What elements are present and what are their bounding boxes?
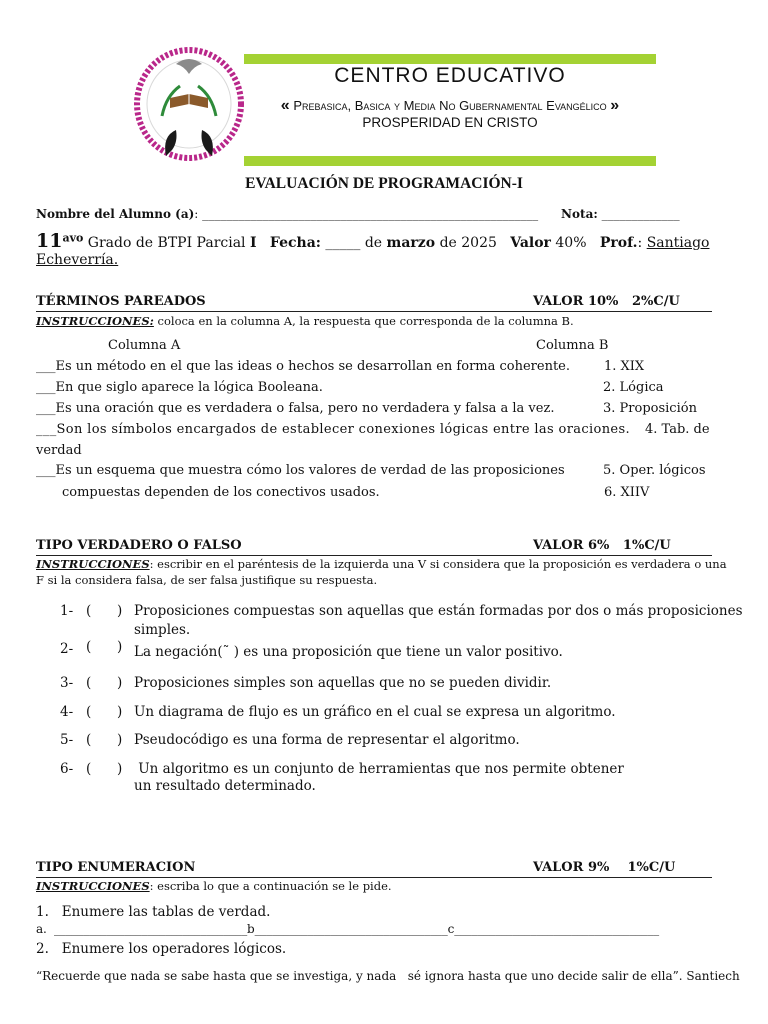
school-subtitle — [244, 97, 656, 115]
fecha-field[interactable]: _____ — [325, 235, 361, 251]
student-label: Nombre del Alumno (a) — [36, 207, 195, 221]
option-item: 5. Oper. lógicos — [603, 463, 706, 478]
header-accent-bar-bottom — [244, 156, 656, 166]
tf-text-2: un resultado determinado. — [134, 778, 316, 794]
section1-value: VALOR 10% 2%C/U — [533, 294, 680, 309]
section2-instr-text: : escribir en el paréntesis de la izquierda una V si considera que la proposición es verdadera o una — [149, 557, 727, 571]
tf-answer-paren[interactable]: ( ) — [86, 704, 123, 720]
tf-item — [60, 761, 720, 794]
right-chevron-icon: » — [610, 97, 620, 114]
student-name-field[interactable]: ________________________________________________________ — [202, 207, 539, 221]
option-item: 2. Lógica — [603, 380, 664, 395]
option-item: 1. XIX — [604, 359, 645, 374]
de-2: de 2025 — [439, 235, 497, 251]
list-item: ___En que siglo aparece la lógica Booleana. — [36, 380, 323, 395]
column-a-header: Columna A — [108, 338, 181, 353]
tf-num: 6- — [60, 761, 74, 777]
section1-instr-label: INSTRUCCIONES: — [36, 314, 154, 328]
tf-answer-paren[interactable]: ( ) — [86, 761, 123, 777]
tf-text: Proposiciones simples son aquellas que no se pueden dividir. — [134, 675, 552, 691]
month: marzo — [386, 235, 436, 251]
closing-quote: “Recuerde que nada se sabe hasta que se investiga, y nada sé ignora hasta que uno decide salir de ella”. Santiech — [36, 969, 740, 983]
school-subtitle-text: Prebasica, Basica y Media No Gubernamental Evangélico — [293, 98, 607, 113]
section3-title: TIPO ENUMERACION — [36, 860, 196, 875]
list-item: ___Es un método en el que las ideas o hechos se desarrollan en forma coherente. — [36, 359, 570, 374]
tf-text: Proposiciones compuestas son aquellas que están formadas por dos o más proposiciones — [134, 603, 743, 619]
column-b-header: Columna B — [536, 338, 609, 353]
section3-value: VALOR 9% 1%C/U — [533, 860, 676, 875]
section2-instr-label: INSTRUCCIONES — [36, 557, 150, 571]
tf-text: La negación(˜ ) es una proposición que tiene un valor positivo. — [134, 644, 563, 660]
valor-label: Valor — [510, 235, 551, 251]
option-item: 3. Proposición — [603, 401, 697, 416]
valor-value: 40% — [555, 235, 587, 251]
section2-instructions — [36, 557, 727, 571]
parcial-number: I — [249, 235, 257, 251]
tf-item — [60, 603, 743, 638]
student-line: Nombre del Alumno (a): ________________________________________________________ Nota: _____________ — [36, 207, 680, 221]
tf-text: Pseudocódigo es una forma de representar el algoritmo. — [134, 732, 520, 748]
section1-title: TÉRMINOS PAREADOS — [36, 294, 206, 309]
tf-num: 3- — [60, 675, 74, 691]
left-chevron-icon: « — [280, 97, 290, 114]
school-motto: PROSPERIDAD EN CRISTO — [362, 115, 538, 130]
tf-item — [60, 732, 720, 748]
tf-item — [60, 639, 720, 660]
enum-answer-line-a[interactable]: a. _________________________________b_________________________________c___________________________________ — [36, 922, 659, 936]
header-accent-bar-top — [244, 54, 656, 64]
grade-field[interactable]: _____________ — [601, 207, 680, 221]
grade-number: 11 — [36, 230, 63, 252]
list-item: ___Es una oración que es verdadera o falsa, pero no verdadera y falsa a la vez. — [36, 401, 555, 416]
prof-name-1: Santiago — [646, 235, 710, 251]
section3-instructions — [36, 879, 392, 893]
exam-info-line: $11^{avo}$ Grado de BTPI Parcial I Fecha: _____ de marzo de 2025 Valor 40% Prof.: Santiago — [36, 230, 710, 252]
tf-answer-paren[interactable]: ( ) — [86, 675, 123, 691]
tf-item — [60, 704, 720, 720]
fecha-label: Fecha: — [269, 235, 321, 251]
section3-rule — [36, 877, 712, 878]
school-title: CENTRO EDUCATIVO — [334, 64, 566, 87]
exam-title: EVALUACIÓN DE PROGRAMACIÓN-I — [245, 175, 523, 192]
list-item: compuestas dependen de los conectivos usados. — [62, 485, 380, 500]
de-1: de — [364, 235, 383, 251]
enum-question-2: 2. Enumere los operadores lógicos. — [36, 941, 287, 957]
school-logo — [132, 46, 246, 164]
tf-text-2: simples. — [134, 622, 191, 638]
tf-answer-paren[interactable]: ( ) — [86, 639, 123, 655]
section3-instr-text: : escriba lo que a continuación se le pide. — [149, 879, 392, 893]
section3-instr-label: INSTRUCCIONES — [36, 879, 150, 893]
prof-name-2: Echeverría. — [36, 252, 119, 268]
grade-label: Nota: — [561, 207, 598, 221]
tf-text: Un algoritmo es un conjunto de herramientas que nos permite obtener — [134, 761, 624, 777]
prof-label: Prof. — [599, 235, 638, 251]
section2-title: TIPO VERDADERO O FALSO — [36, 538, 242, 553]
enum-question-1: 1. Enumere las tablas de verdad. — [36, 904, 271, 920]
section2-instructions-2: F si la considera falsa, de ser falsa justifique su respuesta. — [36, 573, 378, 587]
tf-num: 4- — [60, 704, 74, 720]
tf-num: 1- — [60, 603, 74, 619]
tf-num: 2- — [60, 641, 74, 657]
tf-answer-paren[interactable]: ( ) — [86, 732, 123, 748]
list-item: verdad — [36, 443, 82, 458]
list-item: ___Son los símbolos encargados de establecer conexiones lógicas entre las oraciones. — [36, 422, 630, 437]
list-item: ___Es un esquema que muestra cómo los valores de verdad de las proposiciones — [36, 463, 565, 478]
tf-text: Un diagrama de flujo es un gráfico en el cual se expresa un algoritmo. — [134, 704, 616, 720]
section1-instr-text: coloca en la columna A, la respuesta que corresponda de la columna B. — [153, 314, 574, 328]
tf-answer-paren[interactable]: ( ) — [86, 603, 123, 619]
grade-sup: avo — [62, 231, 84, 245]
grade-text: Grado de BTPI Parcial — [87, 235, 246, 251]
tf-item — [60, 675, 720, 691]
section2-rule — [36, 555, 712, 556]
tf-num: 5- — [60, 732, 74, 748]
option-item: 4. Tab. de — [645, 422, 710, 437]
section1-rule — [36, 311, 712, 312]
section2-value: VALOR 6% 1%C/U — [533, 538, 671, 553]
option-item: 6. XIIV — [604, 485, 650, 500]
section1-instructions — [36, 314, 574, 328]
